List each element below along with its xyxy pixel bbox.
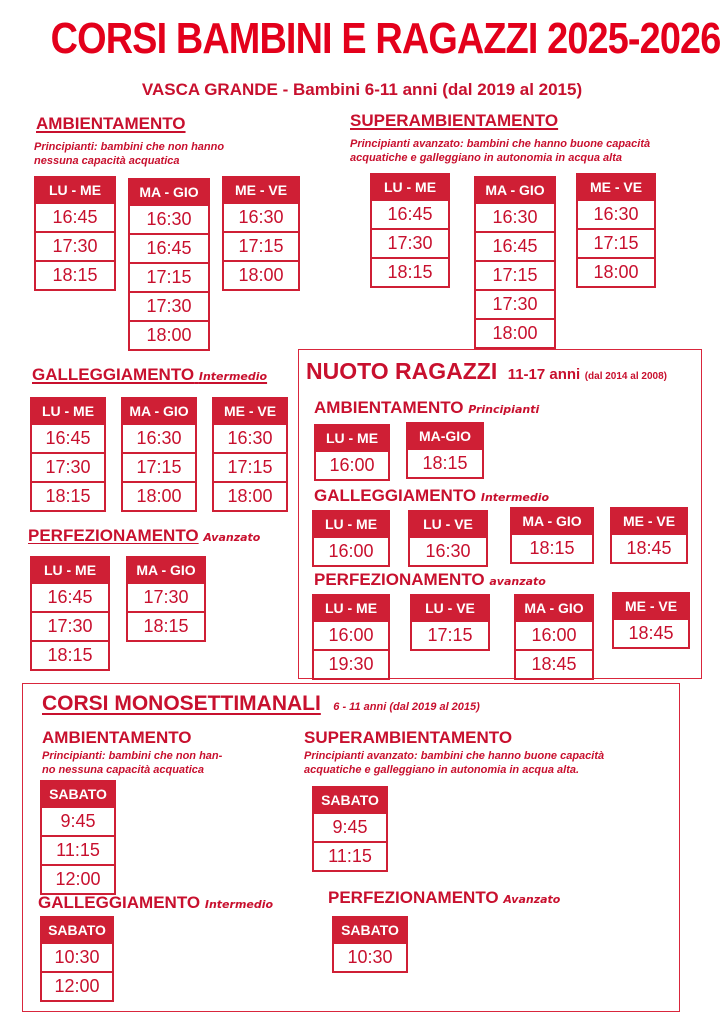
ambientamento-note: Principianti: bambini che non hanno nessuna capacità acquatica — [34, 141, 225, 167]
day-header: MA - GIO — [474, 176, 556, 204]
perfezionamento-title: PERFEZIONAMENTO Avanzato — [28, 526, 261, 545]
schedule-column — [370, 173, 450, 288]
time-slot: 16:45 — [30, 584, 110, 613]
schedule-column — [34, 176, 116, 291]
time-slot: 18:15 — [406, 450, 484, 479]
time-slot: 19:30 — [312, 651, 390, 680]
time-slot: 17:30 — [474, 291, 556, 320]
time-slot: 16:45 — [30, 425, 106, 454]
ragazzi-galleggiamento-title: GALLEGGIAMENTO Intermedio — [314, 486, 550, 505]
time-slot: 9:45 — [40, 808, 116, 837]
time-slot: 18:00 — [222, 262, 300, 291]
time-slot: 17:15 — [576, 230, 656, 259]
schedule-column — [121, 397, 197, 512]
day-header: ME - VE — [222, 176, 300, 204]
day-header: LU - VE — [410, 594, 490, 622]
time-slot: 18:15 — [34, 262, 116, 291]
mono-superambientamento-note: Principianti avanzato: bambini che hanno buone capacità acquatiche e galleggiano in autonomia in acqua alta. — [304, 750, 605, 776]
time-slot: 18:00 — [128, 322, 210, 351]
nuoto-ragazzi-header: NUOTO RAGAZZI 11-17 anni (dal 2014 al 2008) — [306, 358, 667, 384]
day-header: LU - ME — [30, 556, 110, 584]
time-slot: 17:30 — [126, 584, 206, 613]
time-slot: 17:30 — [30, 454, 106, 483]
day-header: LU - VE — [408, 510, 488, 538]
day-header: MA - GIO — [510, 507, 594, 535]
schedule-column — [406, 422, 484, 479]
superambientamento-note: Principianti avanzato: bambini che hanno buone capacità acquatiche e galleggiano in autonomia in acqua alta — [350, 138, 651, 164]
time-slot: 16:30 — [222, 204, 300, 233]
time-slot: 11:15 — [312, 843, 388, 872]
time-slot: 10:30 — [40, 944, 114, 973]
schedule-column — [474, 176, 556, 349]
time-slot: 12:00 — [40, 866, 116, 895]
time-slot: 17:15 — [121, 454, 197, 483]
time-slot: 18:15 — [510, 535, 594, 564]
time-slot: 10:30 — [332, 944, 408, 973]
time-slot: 18:45 — [612, 620, 690, 649]
schedule-column — [408, 510, 488, 567]
time-slot: 18:00 — [121, 483, 197, 512]
time-slot: 18:00 — [576, 259, 656, 288]
time-slot: 16:30 — [408, 538, 488, 567]
time-slot: 16:30 — [121, 425, 197, 454]
time-slot: 17:30 — [370, 230, 450, 259]
page-subtitle: VASCA GRANDE - Bambini 6-11 anni (dal 2019 al 2015) — [141, 80, 583, 99]
time-slot: 18:00 — [474, 320, 556, 349]
time-slot: 18:00 — [212, 483, 288, 512]
day-header: SABATO — [40, 780, 116, 808]
time-slot: 11:15 — [40, 837, 116, 866]
time-slot: 16:00 — [314, 452, 390, 481]
time-slot: 17:15 — [474, 262, 556, 291]
time-slot: 16:45 — [474, 233, 556, 262]
day-header: ME - VE — [212, 397, 288, 425]
time-slot: 16:45 — [34, 204, 116, 233]
time-slot: 16:00 — [312, 538, 390, 567]
time-slot: 18:15 — [30, 483, 106, 512]
time-slot: 17:30 — [34, 233, 116, 262]
schedule-column — [610, 507, 688, 564]
time-slot: 18:45 — [610, 535, 688, 564]
day-header: LU - ME — [30, 397, 106, 425]
day-header: MA - GIO — [126, 556, 206, 584]
schedule-column — [212, 397, 288, 512]
schedule-column — [576, 173, 656, 288]
time-slot: 12:00 — [40, 973, 114, 1002]
schedule-column — [312, 594, 390, 680]
schedule-column — [332, 916, 408, 973]
schedule-column — [128, 178, 210, 351]
schedule-column — [514, 594, 594, 680]
mono-ambientamento-note: Principianti: bambini che non han- no nessuna capacità acquatica — [42, 750, 223, 776]
day-header: LU - ME — [370, 173, 450, 201]
day-header: MA - GIO — [514, 594, 594, 622]
time-slot: 18:15 — [370, 259, 450, 288]
day-header: MA - GIO — [121, 397, 197, 425]
schedule-column — [222, 176, 300, 291]
schedule-column — [410, 594, 490, 651]
time-slot: 16:00 — [312, 622, 390, 651]
day-header: LU - ME — [314, 424, 390, 452]
day-header: ME - VE — [612, 592, 690, 620]
mono-galleggiamento-title: GALLEGGIAMENTO Intermedio — [38, 893, 274, 912]
page-title: CORSI BAMBINI E RAGAZZI 2025-2026 — [50, 14, 721, 63]
time-slot: 18:15 — [126, 613, 206, 642]
mono-superambientamento-title: SUPERAMBIENTAMENTO — [304, 728, 513, 747]
time-slot: 16:30 — [474, 204, 556, 233]
schedule-column — [30, 397, 106, 512]
day-header: LU - ME — [312, 594, 390, 622]
schedule-column — [126, 556, 206, 642]
time-slot: 17:15 — [410, 622, 490, 651]
schedule-column — [510, 507, 594, 564]
schedule-column — [40, 916, 114, 1002]
schedule-column — [314, 424, 390, 481]
day-header: MA-GIO — [406, 422, 484, 450]
galleggiamento-title: GALLEGGIAMENTO Intermedio — [32, 365, 268, 384]
time-slot: 17:30 — [30, 613, 110, 642]
monosettimanali-header: CORSI MONOSETTIMANALI 6 - 11 anni (dal 2019 al 2015) — [42, 692, 480, 715]
time-slot: 17:15 — [222, 233, 300, 262]
schedule-column — [30, 556, 110, 671]
schedule-column — [312, 510, 390, 567]
ragazzi-ambientamento-title: AMBIENTAMENTO Principianti — [314, 398, 540, 417]
time-slot: 16:30 — [128, 206, 210, 235]
time-slot: 16:30 — [212, 425, 288, 454]
time-slot: 16:00 — [514, 622, 594, 651]
schedule-column — [40, 780, 116, 895]
schedule-column — [612, 592, 690, 649]
superambientamento-title: SUPERAMBIENTAMENTO — [350, 111, 559, 130]
time-slot: 18:15 — [30, 642, 110, 671]
mono-ambientamento-title: AMBIENTAMENTO — [42, 728, 192, 747]
day-header: LU - ME — [34, 176, 116, 204]
ragazzi-perfezionamento-title: PERFEZIONAMENTO avanzato — [314, 570, 546, 589]
day-header: LU - ME — [312, 510, 390, 538]
time-slot: 17:15 — [128, 264, 210, 293]
day-header: ME - VE — [576, 173, 656, 201]
ambientamento-title: AMBIENTAMENTO — [36, 114, 186, 133]
time-slot: 16:45 — [370, 201, 450, 230]
time-slot: 9:45 — [312, 814, 388, 843]
time-slot: 16:30 — [576, 201, 656, 230]
day-header: SABATO — [312, 786, 388, 814]
time-slot: 18:45 — [514, 651, 594, 680]
day-header: ME - VE — [610, 507, 688, 535]
time-slot: 17:30 — [128, 293, 210, 322]
day-header: MA - GIO — [128, 178, 210, 206]
mono-perfezionamento-title: PERFEZIONAMENTO Avanzato — [328, 888, 561, 907]
schedule-column — [312, 786, 388, 872]
day-header: SABATO — [40, 916, 114, 944]
time-slot: 16:45 — [128, 235, 210, 264]
time-slot: 17:15 — [212, 454, 288, 483]
day-header: SABATO — [332, 916, 408, 944]
